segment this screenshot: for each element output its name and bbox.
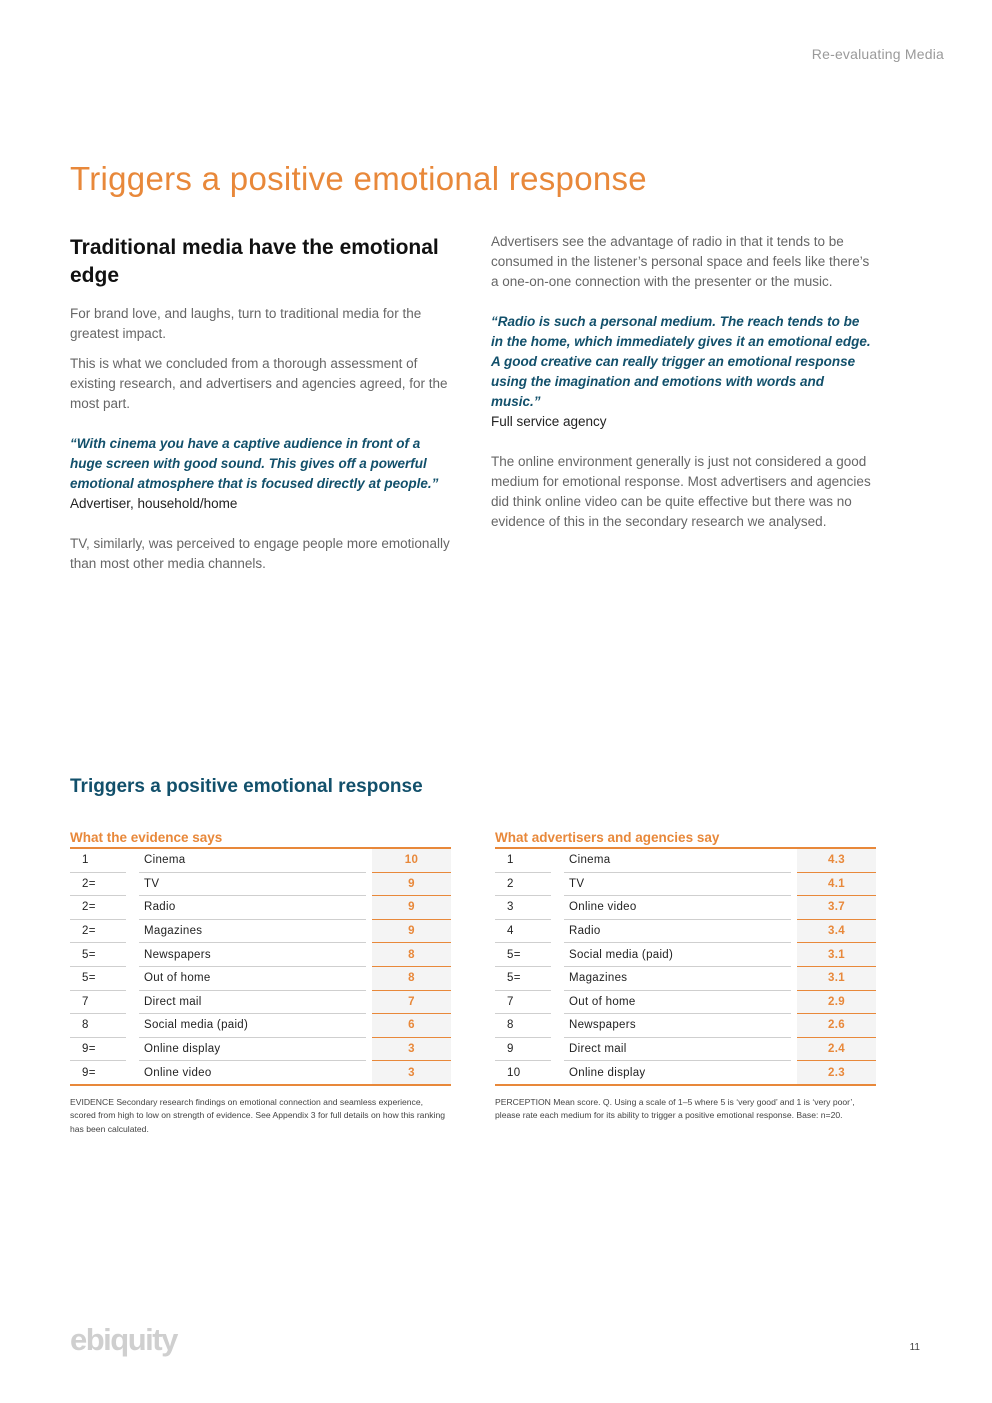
left-column	[70, 234, 450, 574]
body-paragraph: Advertisers see the advantage of radio in that it tends to be consumed in the listener’s personal space and feels like there’s a one-on-one connection with the presenter or the music.	[491, 234, 870, 289]
evidence-footnote: EVIDENCE Secondary research findings on emotional connection and seamless experience, scored from high to low on strength of evidence. See Appendix 3 for full details on how this ranking has been calculated.	[70, 1096, 446, 1134]
medium-cell: TV	[139, 872, 366, 896]
subheading: Traditional media have the emotional edge	[70, 236, 439, 287]
table-row	[70, 1037, 451, 1061]
rank-cell: 7	[70, 990, 126, 1014]
perception-ranking	[495, 829, 876, 1123]
table-row	[495, 1014, 876, 1038]
evidence-table-caption: What the evidence says	[70, 830, 223, 845]
cell-gap	[551, 990, 564, 1014]
table-row	[70, 966, 451, 990]
medium-cell: Online video	[564, 896, 791, 920]
medium-cell: Out of home	[564, 990, 791, 1014]
score-cell: 4.3	[797, 848, 876, 872]
cell-gap	[126, 1037, 139, 1061]
cell-gap	[551, 1037, 564, 1061]
table-row	[70, 896, 451, 920]
score-cell: 3.7	[797, 896, 876, 920]
ebiquity-logo: ebiquity	[70, 1322, 177, 1357]
score-cell: 6	[372, 1014, 451, 1038]
rank-cell: 7	[495, 990, 551, 1014]
cell-gap	[126, 848, 139, 872]
medium-cell: Social media (paid)	[564, 943, 791, 967]
medium-cell: Online video	[139, 1061, 366, 1085]
table-row	[70, 943, 451, 967]
tables-section-title: Triggers a positive emotional response	[70, 776, 423, 797]
evidence-table	[70, 847, 451, 1086]
score-cell: 9	[372, 896, 451, 920]
rank-cell: 9=	[70, 1037, 126, 1061]
cell-gap	[126, 1014, 139, 1038]
table-row	[495, 1061, 876, 1085]
quote-attribution: Full service agency	[491, 414, 607, 429]
intro-paragraph: For brand love, and laughs, turn to traditional media for the greatest impact.	[70, 306, 422, 341]
evidence-ranking	[70, 829, 451, 1136]
perception-table-caption: What advertisers and agencies say	[495, 830, 720, 845]
cell-gap	[126, 990, 139, 1014]
rank-cell: 8	[70, 1014, 126, 1038]
body-paragraph: The online environment generally is just not considered a good medium for emotional response. Most advertisers and agencies did think online video can be quite effective but there was no evidence of this in the secondary research we analysed.	[491, 454, 871, 529]
table-row	[495, 872, 876, 896]
medium-cell: TV	[564, 872, 791, 896]
score-cell: 9	[372, 919, 451, 943]
score-cell: 4.1	[797, 872, 876, 896]
rank-cell: 2=	[70, 872, 126, 896]
right-column	[491, 232, 871, 532]
rank-cell: 5=	[70, 966, 126, 990]
cell-gap	[126, 966, 139, 990]
table-row	[70, 1014, 451, 1038]
rank-cell: 2=	[70, 919, 126, 943]
perception-table	[495, 847, 876, 1086]
quote-attribution: Advertiser, household/home	[70, 496, 238, 511]
cell-gap	[551, 896, 564, 920]
cell-gap	[551, 872, 564, 896]
rank-cell: 9=	[70, 1061, 126, 1085]
table-row	[495, 990, 876, 1014]
score-cell: 7	[372, 990, 451, 1014]
cell-gap	[126, 896, 139, 920]
rank-cell: 9	[495, 1037, 551, 1061]
score-cell: 9	[372, 872, 451, 896]
rank-cell: 3	[495, 896, 551, 920]
table-row	[495, 1037, 876, 1061]
cell-gap	[551, 848, 564, 872]
rank-cell: 8	[495, 1014, 551, 1038]
rank-cell: 5=	[495, 966, 551, 990]
score-cell: 3.1	[797, 943, 876, 967]
medium-cell: Out of home	[139, 966, 366, 990]
medium-cell: Direct mail	[564, 1037, 791, 1061]
cell-gap	[551, 1014, 564, 1038]
body-paragraph: This is what we concluded from a thorough assessment of existing research, and advertisers and agencies agreed, for the most part.	[70, 356, 448, 411]
radio-quote: “Radio is such a personal medium. The reach tends to be in the home, which immediately gives it an emotional edge. A good creative can really trigger an emotional response using the imagination and emotions with words and music.”	[491, 314, 871, 409]
table-row	[495, 919, 876, 943]
cell-gap	[551, 966, 564, 990]
medium-cell: Newspapers	[139, 943, 366, 967]
score-cell: 2.4	[797, 1037, 876, 1061]
score-cell: 3.4	[797, 919, 876, 943]
table-row	[495, 966, 876, 990]
running-header: Re-evaluating Media	[811, 46, 944, 62]
rank-cell: 4	[495, 919, 551, 943]
medium-cell: Cinema	[569, 854, 611, 867]
rank-cell: 2	[495, 872, 551, 896]
rank-cell: 1	[507, 854, 514, 867]
medium-cell: Online display	[139, 1037, 366, 1061]
score-cell: 8	[372, 966, 451, 990]
table-row	[495, 848, 876, 872]
score-cell: 10	[372, 848, 451, 872]
table-row	[70, 990, 451, 1014]
score-cell: 2.9	[797, 990, 876, 1014]
medium-cell: Magazines	[139, 919, 366, 943]
medium-cell: Radio	[139, 896, 366, 920]
table-row	[495, 943, 876, 967]
score-cell: 3	[372, 1037, 451, 1061]
table-row	[70, 919, 451, 943]
table-row	[70, 848, 451, 872]
perception-footnote: PERCEPTION Mean score. Q. Using a scale of 1–5 where 5 is ‘very good’ and 1 is ‘very poor’, please rate each medium for its ability to trigger a positive emotional response. Base: n=20.	[495, 1096, 855, 1121]
medium-cell: Magazines	[564, 966, 791, 990]
rank-cell: 5=	[495, 943, 551, 967]
cell-gap	[126, 919, 139, 943]
table-row	[495, 896, 876, 920]
medium-cell: Online display	[564, 1061, 791, 1085]
cinema-quote: “With cinema you have a captive audience in front of a huge screen with good sound. This gives off a powerful emotional atmosphere that is focused directly at people.”	[70, 436, 439, 491]
rank-cell: 5=	[70, 943, 126, 967]
table-row	[70, 872, 451, 896]
score-cell: 2.6	[797, 1014, 876, 1038]
cell-gap	[551, 919, 564, 943]
medium-cell: Direct mail	[139, 990, 366, 1014]
page-number: 11	[909, 1342, 920, 1353]
cell-gap	[126, 943, 139, 967]
score-cell: 8	[372, 943, 451, 967]
medium-cell: Social media (paid)	[139, 1014, 366, 1038]
page-title: Triggers a positive emotional response	[70, 160, 647, 197]
score-cell: 3.1	[797, 966, 876, 990]
rank-cell: 1	[82, 854, 89, 867]
medium-cell: Radio	[564, 919, 791, 943]
cell-gap	[126, 872, 139, 896]
cell-gap	[551, 943, 564, 967]
rank-cell: 10	[495, 1061, 551, 1085]
table-row	[70, 1061, 451, 1085]
score-cell: 3	[372, 1061, 451, 1085]
cell-gap	[126, 1061, 139, 1085]
score-cell: 2.3	[797, 1061, 876, 1085]
body-paragraph: TV, similarly, was perceived to engage people more emotionally than most other media channels.	[70, 536, 450, 571]
medium-cell: Cinema	[144, 854, 186, 867]
cell-gap	[551, 1061, 564, 1085]
rank-cell: 2=	[70, 896, 126, 920]
medium-cell: Newspapers	[564, 1014, 791, 1038]
